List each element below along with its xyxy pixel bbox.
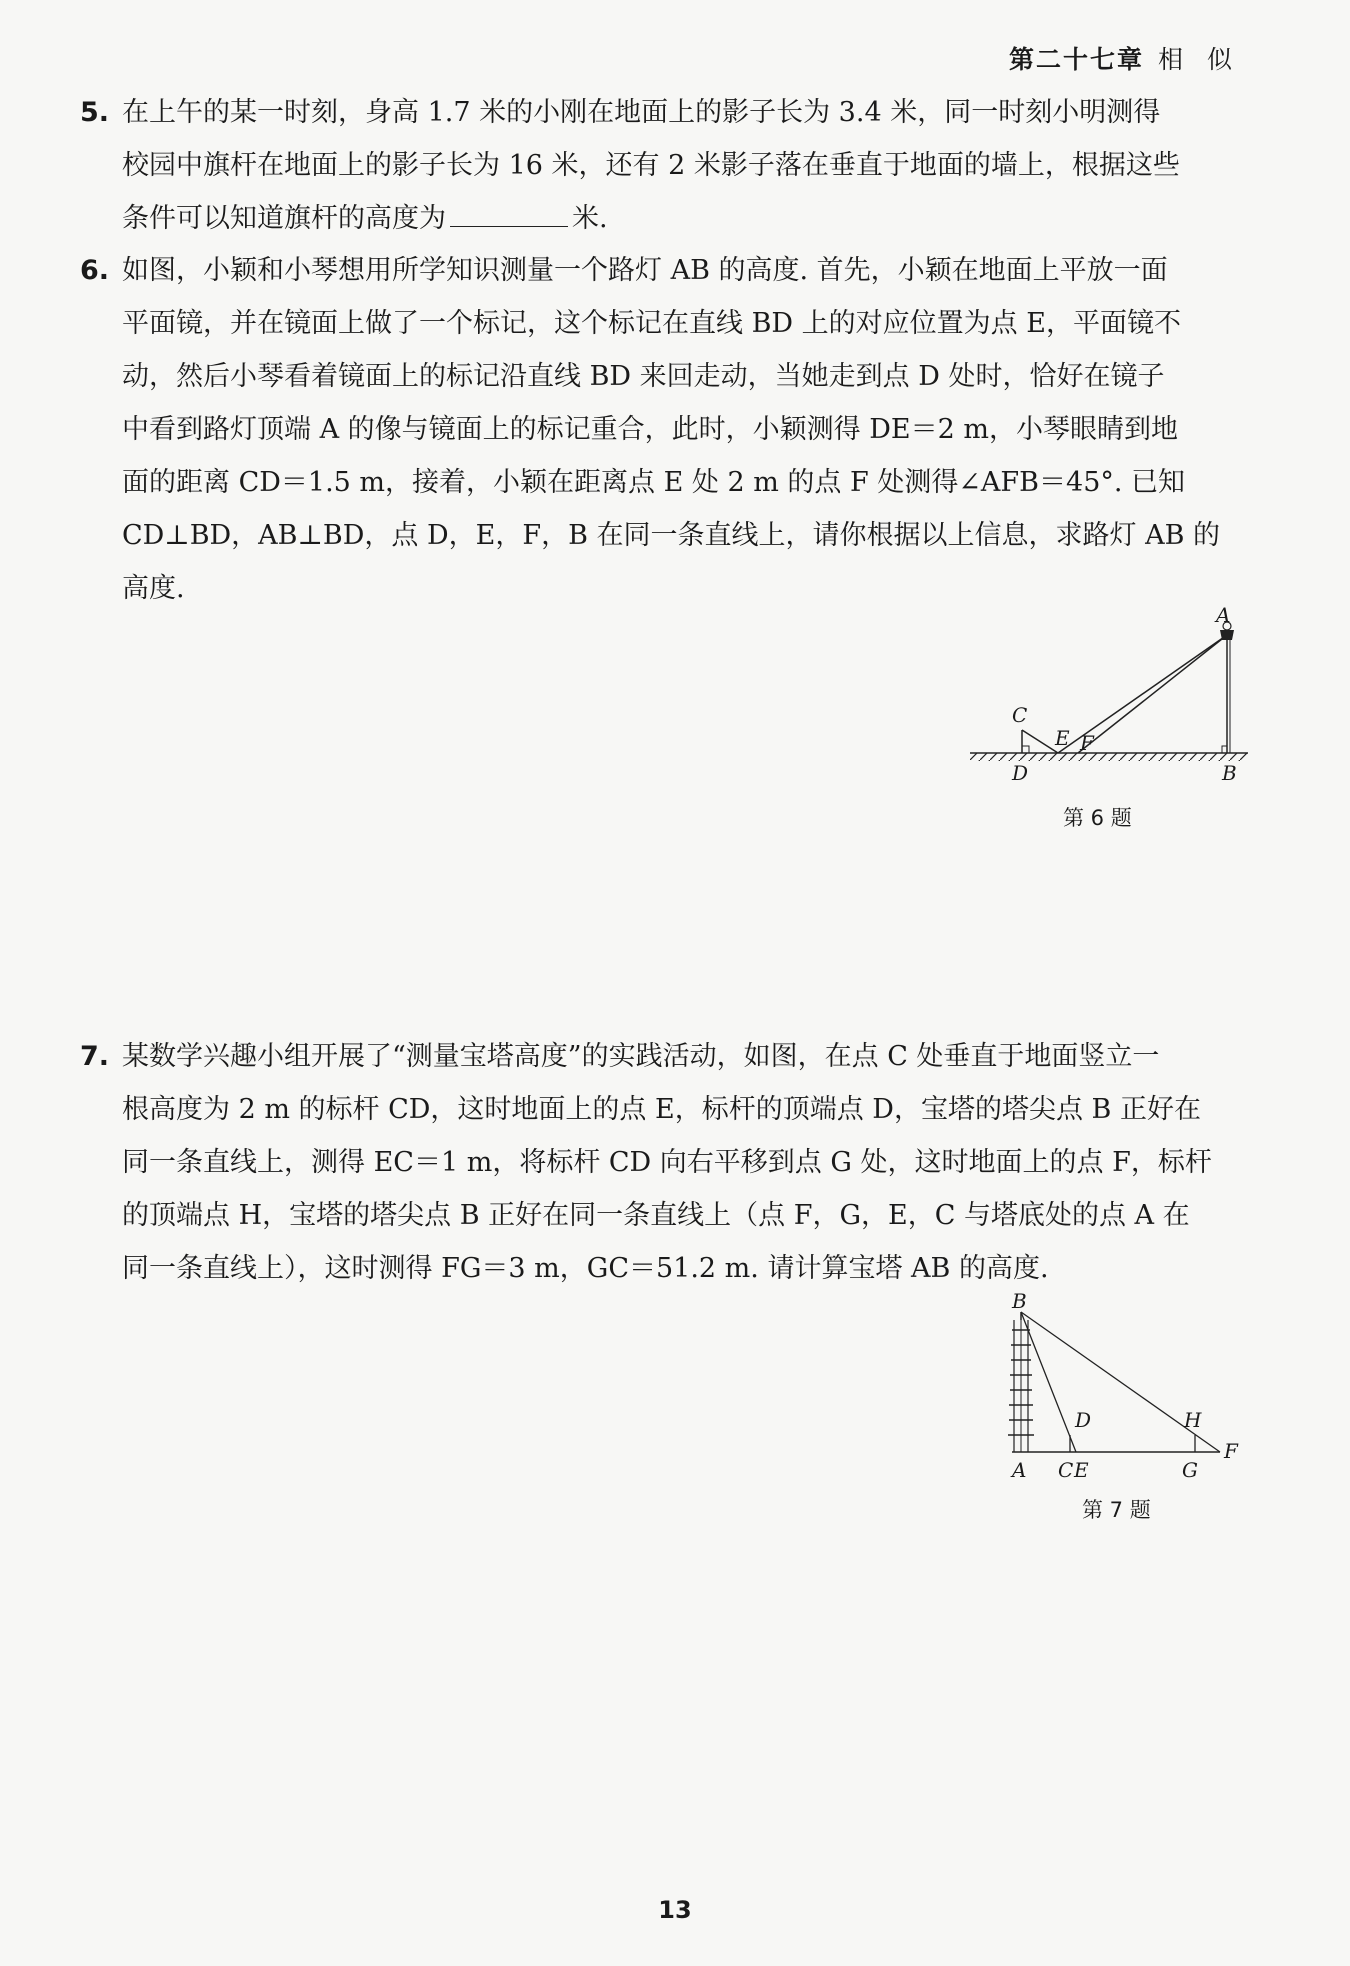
problem-number: 7. (80, 1041, 110, 1072)
chapter-number: 第二十七章 (1009, 45, 1145, 74)
problem-text-line: 中看到路灯顶端 A 的像与镜面上的标记重合，此时，小颖测得 DE＝2 m，小琴眼睛到地 (122, 414, 1178, 445)
label-f: F (1080, 731, 1094, 755)
label-b: B (1012, 1290, 1027, 1313)
problem-text-line: 条件可以知道旗杆的高度为 (122, 203, 446, 234)
figure-6 (960, 600, 1260, 804)
problem-text-line: 同一条直线上），这时测得 FG＝3 m，GC＝51.2 m. 请计算宝塔 AB 的高度. (122, 1253, 1049, 1284)
right-angle-d (1022, 746, 1029, 753)
problem-text-line: 根高度为 2 m 的标杆 CD，这时地面上的点 E，标杆的顶端点 D，宝塔的塔尖点 B 正好在 (122, 1094, 1201, 1125)
problem-number: 6. (80, 255, 110, 286)
label-e: E (1055, 726, 1070, 750)
problem-text-line: 的顶端点 H，宝塔的塔尖点 B 正好在同一条直线上（点 F，G，E，C 与塔底处的点 A 在 (122, 1200, 1190, 1231)
figure-7-caption: 第 7 题 (1082, 1498, 1151, 1522)
label-b: B (1222, 761, 1237, 785)
answer-blank[interactable] (450, 200, 568, 227)
problem-text-line: 同一条直线上，测得 EC＝1 m，将标杆 CD 向右平移到点 G 处，这时地面上的点 F，标杆 (122, 1147, 1212, 1178)
segment-fa (1078, 635, 1227, 753)
problem-text-line: 高度. (122, 573, 185, 604)
figure-6-caption: 第 6 题 (1063, 806, 1132, 830)
problem-7 (80, 1030, 1240, 1295)
lamp-icon (1220, 630, 1234, 640)
label-h: H (1184, 1408, 1202, 1432)
figure-7-diagram (990, 1290, 1250, 1490)
label-f: F (1224, 1439, 1238, 1463)
problem-5 (80, 86, 1240, 245)
problem-text-line: CD⊥BD，AB⊥BD，点 D，E，F，B 在同一条直线上，请你根据以上信息，求路灯 AB 的 (122, 520, 1221, 551)
ground-hatch (970, 753, 1248, 761)
label-d: D (1012, 761, 1029, 785)
problem-text-line: 米. (572, 203, 608, 234)
problem-text-line: 面的距离 CD＝1.5 m，接着，小颖在距离点 E 处 2 m 的点 F 处测得∠AFB＝45°. 已知 (122, 467, 1186, 498)
label-c: C (1058, 1458, 1074, 1482)
label-g: G (1182, 1458, 1198, 1482)
page-number: 13 (658, 1896, 692, 1924)
segment-be (1021, 1312, 1076, 1452)
label-c: C (1012, 703, 1028, 727)
problem-text-line: 动，然后小琴看着镜面上的标记沿直线 BD 来回走动，当她走到点 D 处时，恰好在镜子 (122, 361, 1165, 392)
label-d: D (1075, 1408, 1092, 1432)
label-a: A (1216, 603, 1231, 627)
problem-6 (80, 244, 1240, 615)
problem-text-line: 如图，小颖和小琴想用所学知识测量一个路灯 AB 的高度. 首先，小颖在地面上平放一面 (122, 255, 1168, 286)
label-a: A (1012, 1458, 1027, 1482)
problem-number: 5. (80, 97, 110, 128)
label-e: E (1074, 1458, 1089, 1482)
chapter-header (1009, 40, 1240, 76)
figure-6-diagram (960, 600, 1260, 800)
problem-text-line: 校园中旗杆在地面上的影子长为 16 米，还有 2 米影子落在垂直于地面的墙上，根据这些 (122, 150, 1180, 181)
segment-ce (1022, 730, 1058, 753)
problem-text-line: 在上午的某一时刻，身高 1.7 米的小刚在地面上的影子长为 3.4 米，同一时刻小明测得 (122, 97, 1161, 128)
chapter-title: 相 似 (1158, 45, 1240, 74)
problem-text-line: 某数学兴趣小组开展了“测量宝塔高度”的实践活动，如图，在点 C 处垂直于地面竖立一 (122, 1041, 1160, 1072)
problem-text-line: 平面镜，并在镜面上做了一个标记，这个标记在直线 BD 上的对应位置为点 E，平面镜不 (122, 308, 1181, 339)
figure-7 (990, 1290, 1250, 1494)
